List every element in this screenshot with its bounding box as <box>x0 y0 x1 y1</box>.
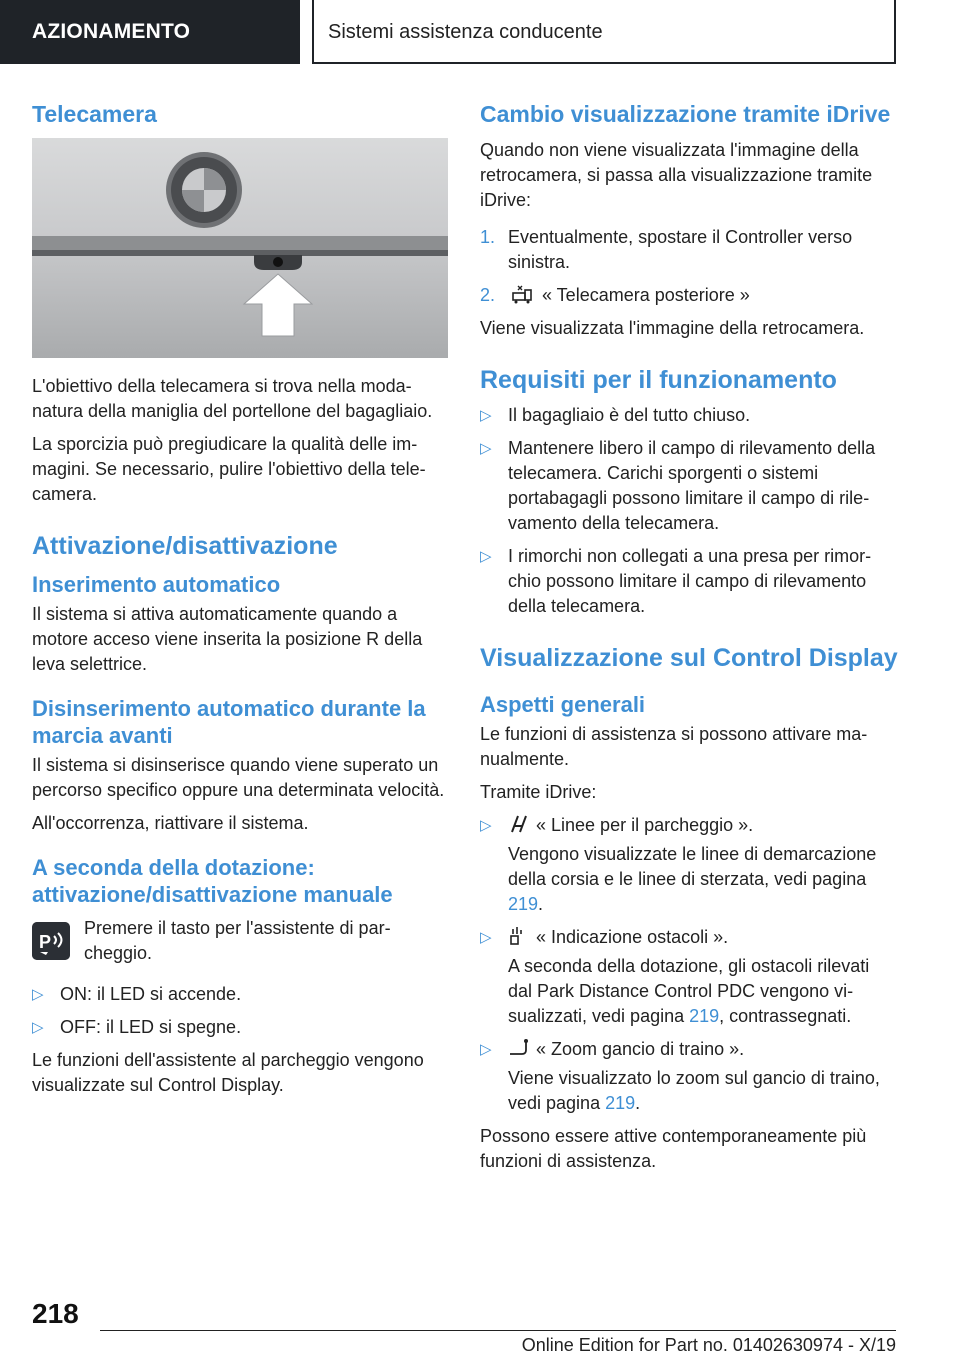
list-item: ▷ Mantenere libero il campo di rilevamento della telecamera. Carichi sporgenti o sistemi portabagagli possono limitare il campo di rilevamento della telecamera. <box>480 438 876 533</box>
edition-text: Online Edition for Part no. 01402630974 - X/19 <box>521 1335 896 1355</box>
bullet-icon: ▷ <box>480 1041 492 1058</box>
lens-location-text: L'obiettivo della telecamera si trova nella modanatura della maniglia del portellone del bagagliaio. <box>32 376 433 421</box>
bullet-icon: ▷ <box>480 817 492 834</box>
bullet-icon: ▷ <box>480 440 492 457</box>
list-item: 1. Eventualmente, spostare il Controller verso sinistra. <box>480 227 853 272</box>
disinserimento-heading: Disinserimento automatico durante la marcia avanti <box>32 696 426 748</box>
list-item: ▷ « Zoom gancio di traino ». Viene visualizzato lo zoom sul gancio di traino, vedi pagina 219. <box>480 1037 898 1116</box>
functions-list <box>480 813 898 1116</box>
list-item: ▷ « Linee per il parcheggio ». Vengono visualizzate le linee di demarcazione della corsia e le linee di sterzata, vedi pagina 219. <box>480 813 898 917</box>
bullet-icon: ▷ <box>32 1019 44 1036</box>
manuale-heading: A seconda della dotazione: attivazione/disattivazione manuale <box>32 855 393 907</box>
svg-text:P: P <box>39 932 52 952</box>
inserimento-text: Il sistema si attiva automaticamente quando a motore acceso viene inserita la posizione R della leva selettrice. <box>32 604 423 674</box>
list-item: ▷ ON: il LED si accende. <box>32 982 448 1007</box>
chapter-title: Sistemi assistenza conducente <box>312 0 896 64</box>
list-item-detail: A seconda della dotazione, gli ostacoli rilevati dal Park Distance Control PDC vengono visualizzati, vedi pagina 219, contrassegnati. <box>508 956 870 1026</box>
steps-list <box>480 225 898 308</box>
list-item-detail: Vengono visualizzate le linee di demarcazione della corsia e le linee di sterzata, vedi pagina 219. <box>508 844 877 914</box>
requirements-list <box>480 403 898 619</box>
led-list <box>32 982 448 1040</box>
hitch-zoom-icon <box>508 1038 530 1058</box>
rear-camera-photo <box>32 138 448 358</box>
parking-lines-icon <box>508 814 530 834</box>
rear-camera-icon <box>512 284 534 304</box>
step-number: 2. <box>480 285 496 305</box>
footer-divider <box>100 1330 896 1331</box>
list-item: ▷ OFF: il LED si spegne. <box>32 1015 448 1040</box>
list-item: ▷ Il bagagliaio è del tutto chiuso. <box>480 403 898 428</box>
right-column <box>480 100 898 1182</box>
cambio-heading: Cambio visualizzazione tramite iDrive <box>480 101 891 127</box>
pdc-instruction-text: Premere il tasto per l'assistente di parcheggio. <box>84 918 391 963</box>
aspetti-heading: Aspetti generali <box>480 692 646 717</box>
viene-text: Viene visualizzata l'immagine della retrocamera. <box>480 318 865 338</box>
bullet-icon: ▷ <box>32 986 44 1003</box>
bullet-icon: ▷ <box>480 929 492 946</box>
disinserimento-text: Il sistema si disinserisce quando viene superato un percorso specifico oppure una determinata velocità. <box>32 755 445 800</box>
riattivare-text: All'occorrenza, riattivare il sistema. <box>32 813 309 833</box>
page-number: 218 <box>32 1298 79 1329</box>
page-link[interactable]: 219 <box>689 1006 720 1026</box>
inserimento-heading: Inserimento automatico <box>32 572 281 597</box>
bullet-icon: ▷ <box>480 548 492 565</box>
list-item-detail: Viene visualizzato lo zoom sul gancio di traino, vedi pagina 219. <box>508 1068 880 1113</box>
functions-display-text: Le funzioni dell'assistente al parcheggio vengono visualizzate sul Control Display. <box>32 1050 424 1095</box>
obstacle-icon <box>508 926 530 946</box>
parking-assistant-button-icon <box>32 922 70 960</box>
list-item: ▷ « Indicazione ostacoli ». A seconda della dotazione, gli ostacoli rilevati dal Park Distance Control PDC vengono visualizzati, vedi pagina 219, contrassegnati. <box>480 925 898 1029</box>
cambio-text: Quando non viene visualizzata l'immagine della retrocamera, si passa alla visualizzazione tramite iDrive: <box>480 140 873 210</box>
section-tab: AZIONAMENTO <box>0 0 300 64</box>
dirt-warning-text: La sporcizia può pregiudicare la qualità delle immagini. Se necessario, pulire l'obiettivo della telecamera. <box>32 434 426 504</box>
left-column <box>32 100 448 1106</box>
possono-text: Possono essere attive contemporaneamente più funzioni di assistenza. <box>480 1126 867 1171</box>
visualizzazione-heading: Visualizzazione sul Control Display <box>480 644 898 672</box>
list-item: 2. « Telecamera posteriore » <box>480 283 898 308</box>
page-link[interactable]: 219 <box>605 1093 636 1113</box>
attivazione-heading: Attivazione/disattivazione <box>32 532 338 560</box>
page-link[interactable]: 219 <box>508 894 539 914</box>
step-number: 1. <box>480 227 496 247</box>
requisiti-heading: Requisiti per il funzionamento <box>480 366 837 394</box>
telecamera-heading: Telecamera <box>32 101 157 127</box>
list-item: ▷ I rimorchi non collegati a una presa per rimorchio possono limitare il campo di rilevamento della telecamera. <box>480 546 872 616</box>
aspetti-text: Le funzioni di assistenza si possono attivare manualmente. <box>480 724 868 769</box>
pdc-instruction <box>32 916 448 966</box>
tramite-text: Tramite iDrive: <box>480 782 597 802</box>
bullet-icon: ▷ <box>480 407 492 424</box>
